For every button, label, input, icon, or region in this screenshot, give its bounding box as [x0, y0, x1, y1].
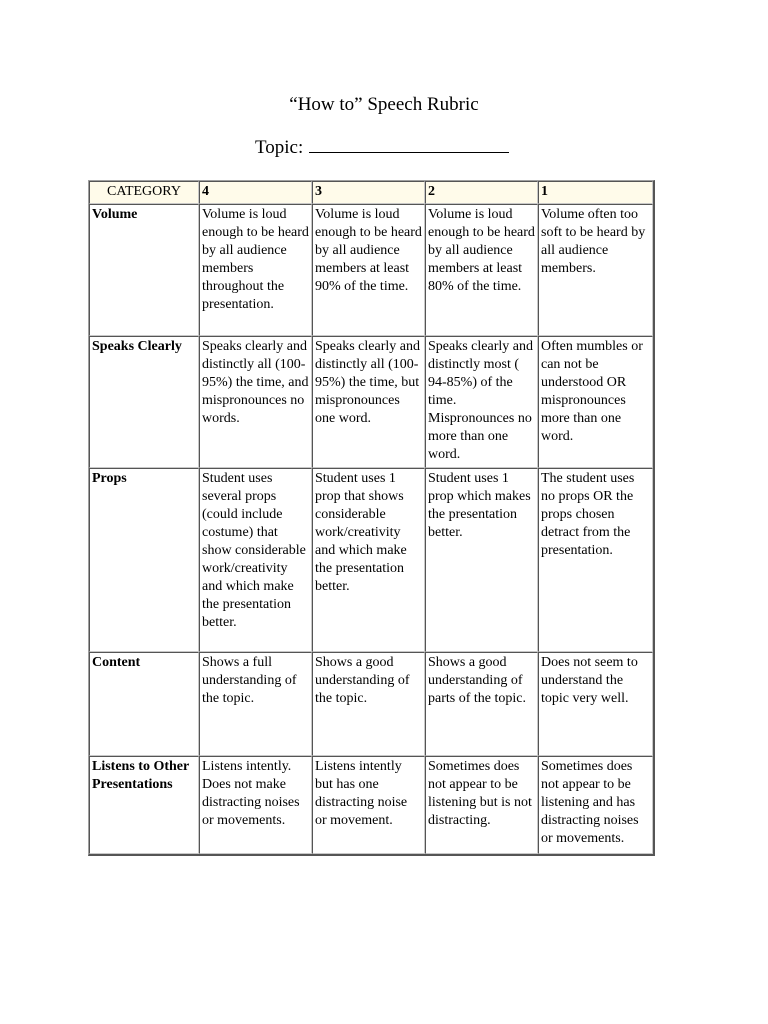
table-row [89, 652, 653, 756]
table-cell: Shows a good understanding of parts of the topic. [425, 652, 538, 756]
table-cell: Shows a full understanding of the topic. [199, 652, 312, 756]
table-cell: Speaks clearly and distinctly all (100-95%) the time, and mispronounces no words. [199, 336, 312, 468]
header-score-1: 1 [538, 181, 653, 204]
table-cell: Volume is loud enough to be heard by all audience members at least 90% of the time. [312, 204, 425, 336]
table-row [89, 756, 653, 854]
table-cell: Sometimes does not appear to be listening and has distracting noises or movements. [538, 756, 653, 854]
table-row [89, 468, 653, 652]
header-score-4: 4 [199, 181, 312, 204]
table-cell: Listens intently but has one distracting noise or movement. [312, 756, 425, 854]
row-label-content: Content [89, 652, 199, 756]
topic-blank-line [309, 134, 509, 153]
header-category: CATEGORY [89, 181, 199, 204]
row-label-props: Props [89, 468, 199, 652]
table-cell: Volume often too soft to be heard by all audience members. [538, 204, 653, 336]
table-cell: Listens intently. Does not make distracting noises or movements. [199, 756, 312, 854]
table-cell: Student uses 1 prop which makes the presentation better. [425, 468, 538, 652]
table-header-row [89, 181, 653, 204]
table-cell: The student uses no props OR the props chosen detract from the presentation. [538, 468, 653, 652]
table-cell: Student uses 1 prop that shows considerable work/creativity and which make the presentation better. [312, 468, 425, 652]
table-cell: Student uses several props (could include costume) that show considerable work/creativity and which make the presentation better. [199, 468, 312, 652]
row-label-volume: Volume [89, 204, 199, 336]
rubric-table [88, 180, 655, 856]
topic-label: Topic: [255, 137, 304, 158]
table-cell: Volume is loud enough to be heard by all audience members throughout the presentation. [199, 204, 312, 336]
table-cell: Speaks clearly and distinctly most ( 94-85%) of the time. Mispronounces no more than one word. [425, 336, 538, 468]
row-label-speaks-clearly: Speaks Clearly [89, 336, 199, 468]
table-cell: Volume is loud enough to be heard by all audience members at least 80% of the time. [425, 204, 538, 336]
topic-line [255, 134, 509, 159]
table-cell: Often mumbles or can not be understood OR mispronounces more than one word. [538, 336, 653, 468]
header-score-2: 2 [425, 181, 538, 204]
table-cell: Shows a good understanding of the topic. [312, 652, 425, 756]
header-score-3: 3 [312, 181, 425, 204]
table-cell: Speaks clearly and distinctly all (100-95%) the time, but mispronounces one word. [312, 336, 425, 468]
table-cell: Does not seem to understand the topic very well. [538, 652, 653, 756]
row-label-listens: Listens to Other Presentations [89, 756, 199, 854]
table-cell: Sometimes does not appear to be listening but is not distracting. [425, 756, 538, 854]
table-row [89, 204, 653, 336]
table-row [89, 336, 653, 468]
page-title: “How to” Speech Rubric [289, 94, 479, 115]
